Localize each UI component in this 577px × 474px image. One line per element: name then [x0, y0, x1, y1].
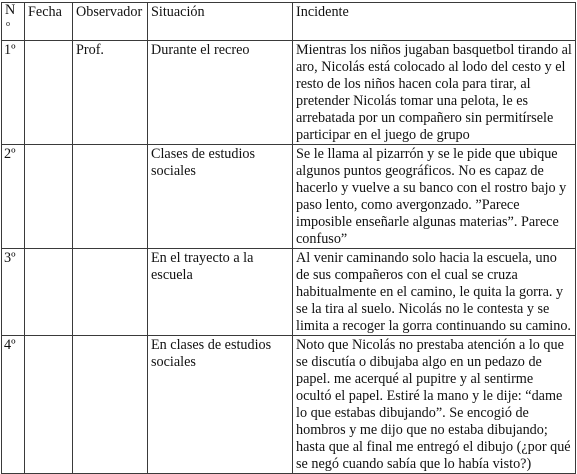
row-incidente: Mientras los niños jugaban basquetbol tirando al aro, Nicolás está colocado al lodo del cesto y el resto de los niños hacen cola para tirar, al pretender Nicolás tomar una pelota, le es arrebatada por un compañero sin permitírsele participar en el juego de grupo [293, 41, 576, 145]
row-situacion: En clases de estudios sociales [148, 336, 293, 474]
incident-record-table [1, 2, 576, 474]
header-fecha: Fecha [25, 3, 73, 41]
row-number: 4º [2, 336, 25, 474]
row-observador [73, 336, 148, 474]
table-row [2, 336, 576, 474]
row-number: 1º [2, 41, 25, 145]
row-incidente: Se le llama al pizarrón y se le pide que ubique algunos puntos geográficos. No es capaz de hacerlo y vuelve a su banco con el rostro bajo y paso lento, como avergonzado. ”Parece imposible enseñarle algunas materias”. Parece confuso” [293, 145, 576, 249]
header-incidente: Incidente [293, 3, 576, 41]
header-number-label: N [5, 2, 16, 18]
header-number-ordinal: o [6, 19, 10, 28]
row-number: 3º [2, 249, 25, 336]
row-fecha [25, 145, 73, 249]
header-number [2, 3, 25, 41]
header-observador: Observador [73, 3, 148, 41]
row-fecha [25, 249, 73, 336]
table-row [2, 41, 576, 145]
row-situacion: En el trayecto a la escuela [148, 249, 293, 336]
table-row [2, 249, 576, 336]
row-observador [73, 145, 148, 249]
row-situacion: Clases de estudios sociales [148, 145, 293, 249]
table-header-row [2, 3, 576, 41]
row-incidente: Al venir caminando solo hacia la escuela, uno de sus compañeros con el cual se cruza habitualmente en el camino, le quita la gorra. y se la tira al suelo. Nicolás no le contesta y se limita a recoger la gorra continuando su camino. [293, 249, 576, 336]
header-situacion: Situación [148, 3, 293, 41]
row-observador: Prof. [73, 41, 148, 145]
row-fecha [25, 41, 73, 145]
row-number: 2º [2, 145, 25, 249]
row-fecha [25, 336, 73, 474]
table-row [2, 145, 576, 249]
row-situacion: Durante el recreo [148, 41, 293, 145]
row-observador [73, 249, 148, 336]
row-incidente: Noto que Nicolás no prestaba atención a lo que se discutía o dibujaba algo en un pedazo de papel. me acerqué al pupitre y al sentirme ocultó el papel. Estiré la mano y le dije: “dame lo que estabas dibujando”. Se encogió de hombros y me dijo que no estaba dibujando; hasta que al final me entregó el dibujo (¿por qué se negó cuando sabía que lo había visto?) [293, 336, 576, 474]
